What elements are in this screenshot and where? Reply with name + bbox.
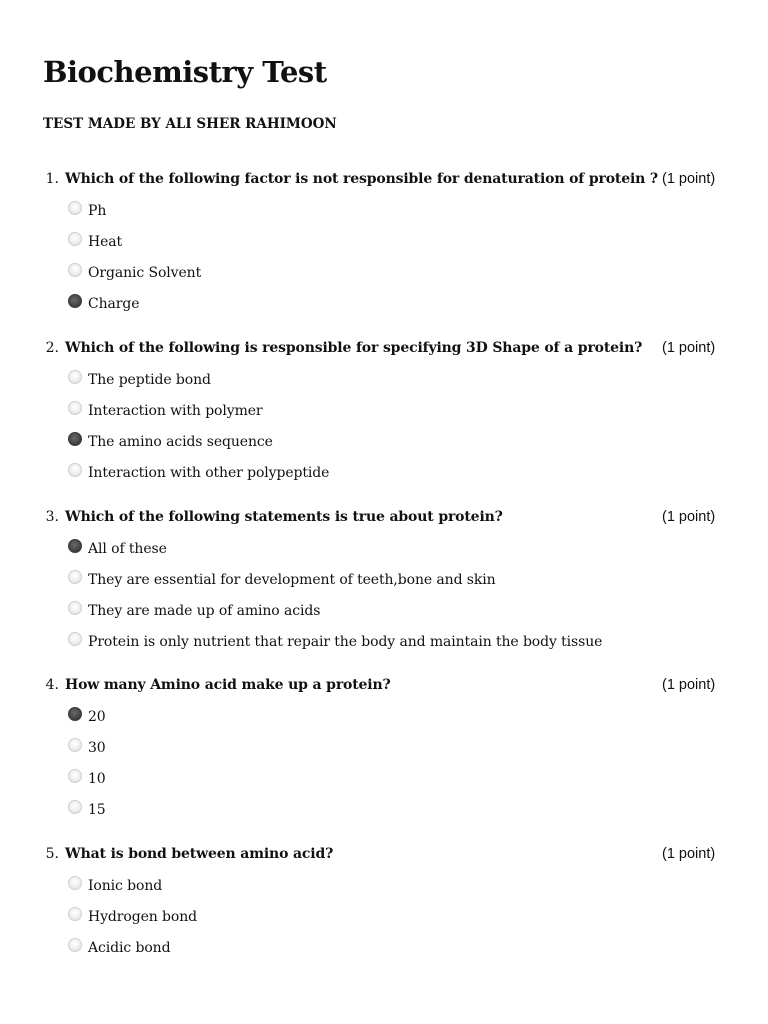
- option-label: The peptide bond: [88, 372, 211, 388]
- answer-option[interactable]: [0, 936, 768, 967]
- answer-option[interactable]: [0, 261, 768, 292]
- option-label: They are made up of amino acids: [88, 603, 321, 619]
- option-label: Acidic bond: [88, 940, 171, 956]
- option-label: 20: [88, 709, 106, 725]
- answer-option[interactable]: [0, 230, 768, 261]
- option-label: Ph: [88, 203, 107, 219]
- option-label: Hydrogen bond: [88, 909, 197, 925]
- radio-button[interactable]: [68, 601, 82, 615]
- question-2: [0, 336, 768, 492]
- question-points: (1 point): [662, 171, 716, 187]
- radio-button[interactable]: [68, 201, 82, 215]
- answer-option[interactable]: [0, 798, 768, 829]
- question-header: [0, 673, 768, 697]
- question-points: (1 point): [662, 677, 716, 693]
- question-4: [0, 673, 768, 829]
- question-text: How many Amino acid make up a protein?: [65, 677, 391, 693]
- question-text: What is bond between amino acid?: [65, 846, 334, 862]
- question-number: 1.: [45, 171, 59, 187]
- option-label: Interaction with polymer: [88, 403, 263, 419]
- radio-button[interactable]: [68, 263, 82, 277]
- answer-options: [0, 199, 768, 323]
- radio-button-checked[interactable]: [68, 707, 82, 721]
- radio-button[interactable]: [68, 907, 82, 921]
- radio-button[interactable]: [68, 632, 82, 646]
- question-5: [0, 842, 768, 967]
- question-number: 5.: [45, 846, 59, 862]
- question-header: [0, 167, 768, 191]
- page-title: Biochemistry Test: [43, 55, 327, 89]
- option-label: 30: [88, 740, 106, 756]
- option-label: Ionic bond: [88, 878, 163, 894]
- radio-button[interactable]: [68, 938, 82, 952]
- answer-options: [0, 874, 768, 967]
- radio-button[interactable]: [68, 401, 82, 415]
- answer-option[interactable]: [0, 368, 768, 399]
- option-label: 10: [88, 771, 106, 787]
- radio-button-checked[interactable]: [68, 294, 82, 308]
- answer-option[interactable]: [0, 874, 768, 905]
- option-label: Charge: [88, 296, 140, 312]
- radio-button[interactable]: [68, 800, 82, 814]
- option-label: Protein is only nutrient that repair the body and maintain the body tissue: [88, 634, 603, 650]
- question-points: (1 point): [662, 340, 716, 356]
- page-subtitle: TEST MADE BY ALI SHER RAHIMOON: [43, 116, 337, 132]
- answer-option[interactable]: [0, 292, 768, 323]
- answer-option[interactable]: [0, 905, 768, 936]
- radio-button[interactable]: [68, 738, 82, 752]
- question-points: (1 point): [662, 509, 716, 525]
- option-label: Heat: [88, 234, 123, 250]
- question-text: Which of the following is responsible for specifying 3D Shape of a protein?: [65, 340, 643, 356]
- question-header: [0, 505, 768, 529]
- answer-option[interactable]: [0, 568, 768, 599]
- option-label: Organic Solvent: [88, 265, 202, 281]
- question-number: 4.: [45, 677, 59, 693]
- option-label: They are essential for development of teeth,bone and skin: [88, 572, 496, 588]
- answer-options: [0, 537, 768, 661]
- answer-option[interactable]: [0, 399, 768, 430]
- question-3: [0, 505, 768, 661]
- radio-button[interactable]: [68, 232, 82, 246]
- question-points: (1 point): [662, 846, 716, 862]
- question-1: [0, 167, 768, 323]
- answer-option[interactable]: [0, 767, 768, 798]
- radio-button[interactable]: [68, 570, 82, 584]
- answer-option[interactable]: [0, 461, 768, 492]
- answer-option[interactable]: [0, 599, 768, 630]
- question-number: 3.: [45, 509, 59, 525]
- radio-button[interactable]: [68, 463, 82, 477]
- question-header: [0, 842, 768, 866]
- option-label: The amino acids sequence: [88, 434, 273, 450]
- question-header: [0, 336, 768, 360]
- radio-button-checked[interactable]: [68, 539, 82, 553]
- radio-button[interactable]: [68, 769, 82, 783]
- answer-option[interactable]: [0, 430, 768, 461]
- answer-option[interactable]: [0, 630, 768, 661]
- answer-options: [0, 705, 768, 829]
- option-label: 15: [88, 802, 106, 818]
- answer-option[interactable]: [0, 736, 768, 767]
- option-label: All of these: [88, 541, 167, 557]
- radio-button[interactable]: [68, 876, 82, 890]
- radio-button-checked[interactable]: [68, 432, 82, 446]
- option-label: Interaction with other polypeptide: [88, 465, 330, 481]
- answer-option[interactable]: [0, 537, 768, 568]
- question-text: Which of the following statements is true about protein?: [65, 509, 503, 525]
- question-text: Which of the following factor is not responsible for denaturation of protein ?: [65, 171, 658, 187]
- answer-option[interactable]: [0, 199, 768, 230]
- answer-option[interactable]: [0, 705, 768, 736]
- answer-options: [0, 368, 768, 492]
- question-number: 2.: [45, 340, 59, 356]
- radio-button[interactable]: [68, 370, 82, 384]
